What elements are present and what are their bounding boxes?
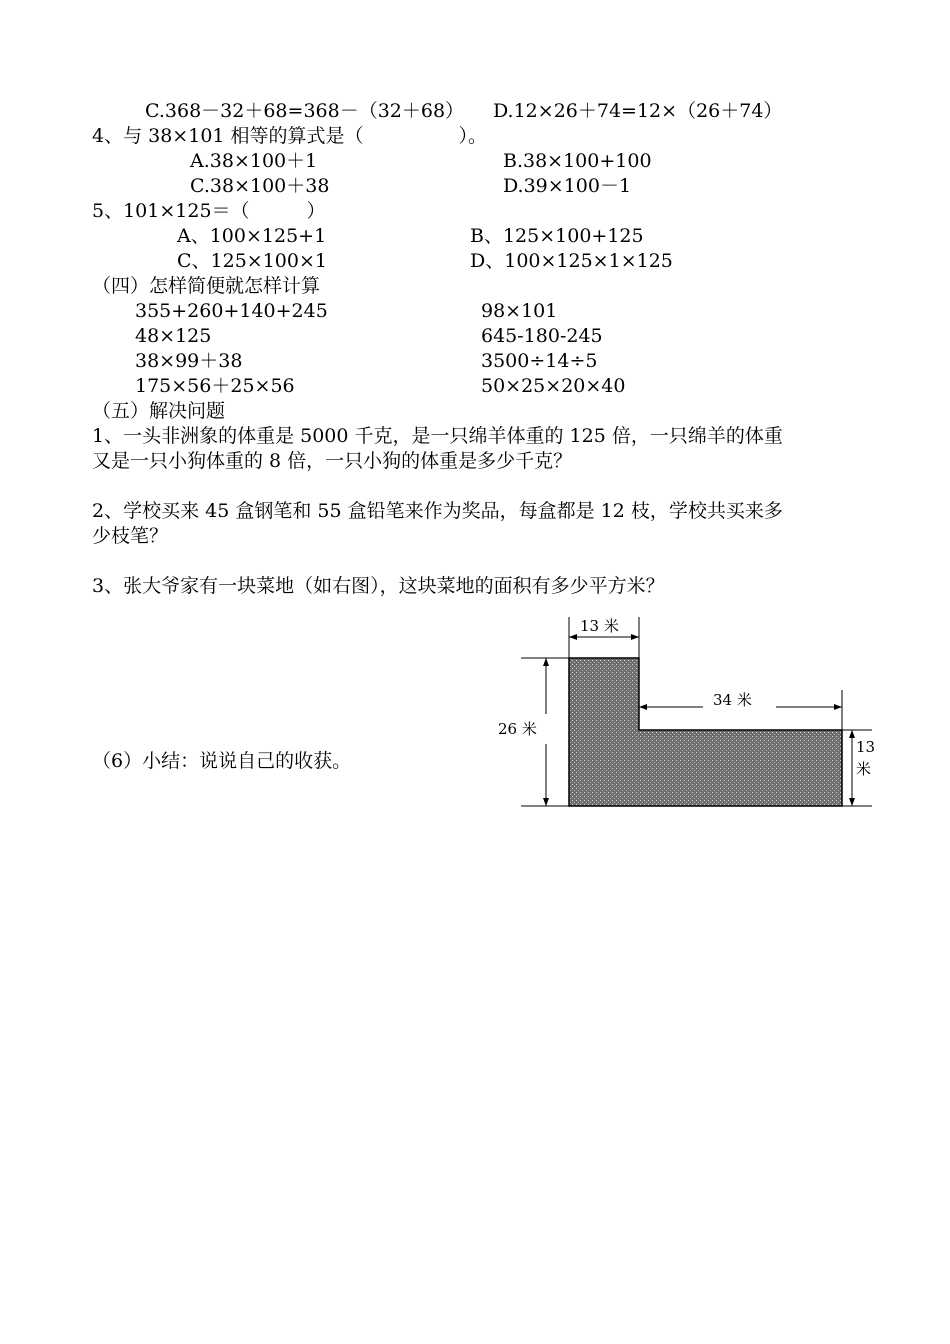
calc-item: 98×101 [481, 300, 558, 322]
calc-item: 48×125 [135, 325, 212, 347]
calc-item: 175×56＋25×56 [135, 375, 295, 397]
problem-3: 3、张大爷家有一块菜地（如右图），这块菜地的面积有多少平方米？ [92, 575, 665, 597]
section4-title: （四）怎样简便就怎样计算 [92, 275, 321, 297]
calc-item: 3500÷14÷5 [481, 350, 598, 372]
q4-option-b: B.38×100+100 [503, 150, 652, 172]
arrow-head [849, 798, 855, 806]
q5-option-a: A、100×125+1 [177, 225, 327, 247]
field-shape [569, 658, 842, 806]
dimension-label-mid: 34 米 [713, 691, 752, 709]
arrow-head [543, 798, 549, 806]
q5-option-d: D、100×125×1×125 [470, 250, 673, 272]
arrow-head [639, 704, 647, 710]
q5-option-c: C、125×100×1 [177, 250, 327, 272]
arrow-head [543, 658, 549, 666]
q3-option-d: D.12×26＋74=12×（26＋74） [493, 100, 783, 122]
problem-1-line-1: 1、一头非洲象的体重是 5000 千克，是一只绵羊体重的 125 倍，一只绵羊的体重 [92, 425, 783, 447]
q5-stem: 5、101×125＝（ ） [92, 200, 326, 222]
q4-stem: 4、与 38×101 相等的算式是（ ）。 [92, 125, 488, 147]
calc-item: 50×25×20×40 [481, 375, 626, 397]
arrow-head [631, 634, 639, 640]
q3-option-c: C.368－32＋68=368－（32＋68） [145, 100, 465, 122]
arrow-head [834, 704, 842, 710]
dimension-label-top: 13 米 [580, 617, 619, 635]
summary-line: （6）小结：说说自己的收获。 [92, 750, 352, 772]
calc-item: 38×99＋38 [135, 350, 243, 372]
problem-2-line-1: 2、学校买来 45 盒钢笔和 55 盒铅笔来作为奖品，每盒都是 12 枝，学校共买来多 [92, 500, 783, 522]
problem-1-line-2: 又是一只小狗体重的 8 倍，一只小狗的体重是多少千克？ [92, 450, 573, 472]
problem-2-line-2: 少枝笔？ [92, 525, 169, 547]
q4-option-d: D.39×100－1 [503, 175, 632, 197]
calc-item: 355+260+140+245 [135, 300, 328, 322]
calc-item: 645-180-245 [481, 325, 603, 347]
dimension-label-right-number: 13 [856, 738, 876, 756]
q5-option-b: B、125×100+125 [470, 225, 644, 247]
dimension-label-right-unit: 米 [856, 760, 872, 778]
dimension-label-left: 26 米 [498, 720, 537, 738]
q4-option-c: C.38×100＋38 [190, 175, 330, 197]
section5-title: （五）解决问题 [92, 400, 226, 422]
q4-option-a: A.38×100＋1 [190, 150, 318, 172]
arrow-head [569, 634, 577, 640]
arrow-head [849, 730, 855, 738]
